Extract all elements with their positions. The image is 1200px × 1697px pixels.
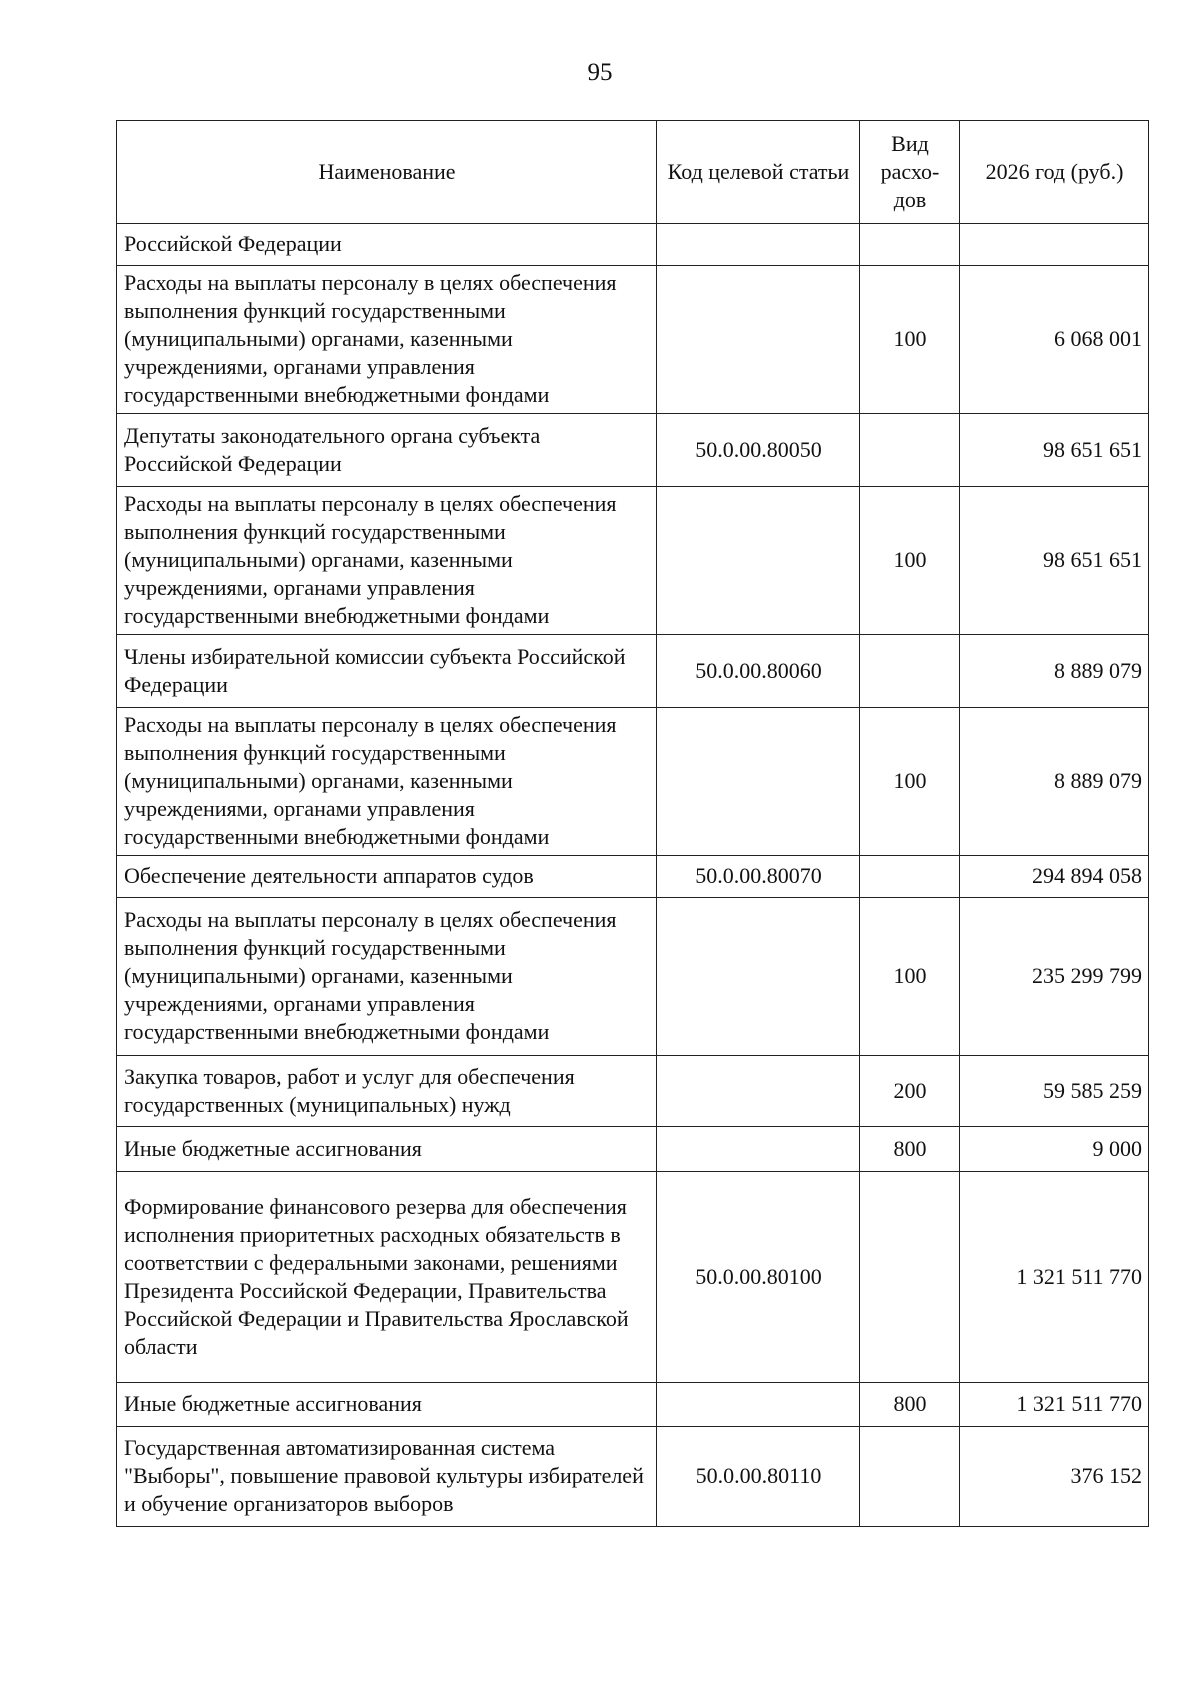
row-code: [657, 1127, 860, 1172]
header-row: [117, 121, 1149, 224]
row-name: Члены избирательной комиссии субъекта Российской Федерации: [117, 635, 657, 708]
row-code: [657, 487, 860, 635]
page-number: 95: [587, 59, 613, 86]
row-kind: [860, 224, 960, 266]
row-code: 50.0.00.80070: [657, 856, 860, 898]
row-code: [657, 1056, 860, 1127]
table-row: [117, 1056, 1149, 1127]
row-amount: 9 000: [960, 1127, 1149, 1172]
row-amount: 8 889 079: [960, 635, 1149, 708]
row-amount: 294 894 058: [960, 856, 1149, 898]
table-row: [117, 1383, 1149, 1427]
row-name: Формирование финансового резерва для обеспечения исполнения приоритетных расходных обязательств в соответствии с федеральными законами, решениями Президента Российской Федерации, Правительства Российской Федерации и Правительства Ярославской области: [117, 1172, 657, 1383]
row-amount: 1 321 511 770: [960, 1172, 1149, 1383]
table-row: [117, 1172, 1149, 1383]
row-name: Расходы на выплаты персоналу в целях обеспечения выполнения функций государственными (муниципальными) органами, казенными учреждениями, органами управления государственными внебюджетными фондами: [117, 487, 657, 635]
row-kind: [860, 414, 960, 487]
row-name: Иные бюджетные ассигнования: [117, 1127, 657, 1172]
table-row: [117, 487, 1149, 635]
table-row: [117, 1127, 1149, 1172]
row-kind: 100: [860, 487, 960, 635]
row-amount: 235 299 799: [960, 898, 1149, 1056]
table-body: [117, 224, 1149, 1527]
row-amount: 1 321 511 770: [960, 1383, 1149, 1427]
header-name: Наименование: [117, 121, 657, 224]
row-kind: [860, 1427, 960, 1527]
header-amount: 2026 год (руб.): [960, 121, 1149, 224]
row-kind: [860, 635, 960, 708]
row-code: 50.0.00.80050: [657, 414, 860, 487]
row-name: Расходы на выплаты персоналу в целях обеспечения выполнения функций государственными (муниципальными) органами, казенными учреждениями, органами управления государственными внебюджетными фондами: [117, 708, 657, 856]
row-kind: 800: [860, 1383, 960, 1427]
row-name: Депутаты законодательного органа субъекта Российской Федерации: [117, 414, 657, 487]
table-row: [117, 224, 1149, 266]
row-name: Закупка товаров, работ и услуг для обеспечения государственных (муниципальных) нужд: [117, 1056, 657, 1127]
table-row: [117, 266, 1149, 414]
row-code: [657, 1383, 860, 1427]
row-kind: [860, 856, 960, 898]
row-code: 50.0.00.80100: [657, 1172, 860, 1383]
row-amount: 376 152: [960, 1427, 1149, 1527]
table-row: [117, 856, 1149, 898]
row-kind: 200: [860, 1056, 960, 1127]
row-name: Государственная автоматизированная система "Выборы", повышение правовой культуры избирателей и обучение организаторов выборов: [117, 1427, 657, 1527]
row-kind: 100: [860, 266, 960, 414]
row-kind: 800: [860, 1127, 960, 1172]
row-code: [657, 708, 860, 856]
row-code: 50.0.00.80060: [657, 635, 860, 708]
table-row: [117, 414, 1149, 487]
row-name: Расходы на выплаты персоналу в целях обеспечения выполнения функций государственными (муниципальными) органами, казенными учреждениями, органами управления государственными внебюджетными фондами: [117, 898, 657, 1056]
row-kind: [860, 1172, 960, 1383]
table-row: [117, 1427, 1149, 1527]
row-name: Российской Федерации: [117, 224, 657, 266]
table-row: [117, 708, 1149, 856]
row-name: Иные бюджетные ассигнования: [117, 1383, 657, 1427]
budget-table: [116, 120, 1149, 1527]
row-amount: 98 651 651: [960, 414, 1149, 487]
header-code: Код целевой статьи: [657, 121, 860, 224]
row-code: 50.0.00.80110: [657, 1427, 860, 1527]
row-amount: 98 651 651: [960, 487, 1149, 635]
row-amount: [960, 224, 1149, 266]
row-kind: 100: [860, 898, 960, 1056]
row-amount: 8 889 079: [960, 708, 1149, 856]
row-code: [657, 898, 860, 1056]
table-row: [117, 635, 1149, 708]
row-name: Обеспечение деятельности аппаратов судов: [117, 856, 657, 898]
header-kind: Вид расхо-дов: [860, 121, 960, 224]
row-kind: 100: [860, 708, 960, 856]
row-code: [657, 266, 860, 414]
row-code: [657, 224, 860, 266]
table-header: [117, 121, 1149, 224]
row-name: Расходы на выплаты персоналу в целях обеспечения выполнения функций государственными (муниципальными) органами, казенными учреждениями, органами управления государственными внебюджетными фондами: [117, 266, 657, 414]
table-row: [117, 898, 1149, 1056]
row-amount: 6 068 001: [960, 266, 1149, 414]
row-amount: 59 585 259: [960, 1056, 1149, 1127]
